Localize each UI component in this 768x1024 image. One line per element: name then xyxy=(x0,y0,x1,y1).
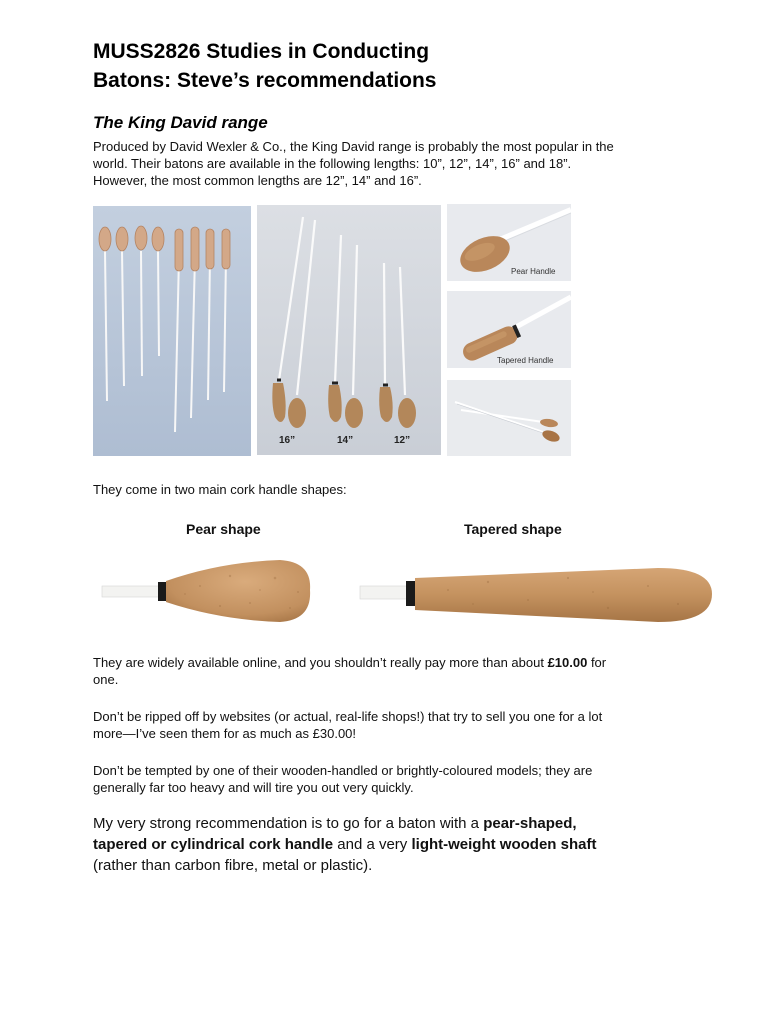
length-label-16: 16” xyxy=(279,435,296,446)
tapered-shape-label: Tapered shape xyxy=(464,521,562,537)
recommendation-highlight: light-weight wooden shaft xyxy=(411,836,597,853)
recommendation-line xyxy=(93,813,653,834)
recommendation-text: My very strong recommendation is to go for a baton with a xyxy=(93,815,484,832)
photo-tapered-handle xyxy=(447,291,571,368)
recommendation-highlight: tapered or cylindrical cork handle xyxy=(93,836,334,853)
intro-paragraph xyxy=(93,138,673,189)
intro-line: world. Their batons are available in the following lengths: 10”, 12”, 14”, 16” and 18”. xyxy=(93,156,572,171)
recommendation-highlight: pear-shaped, xyxy=(483,815,577,832)
price-highlight: £10.00 xyxy=(547,655,588,670)
page-title-line1: MUSS2826 Studies in Conducting xyxy=(93,40,430,63)
recommendation-line xyxy=(93,834,653,855)
pear-handle-caption: Pear Handle xyxy=(511,267,556,276)
tapered-handle-caption: Tapered Handle xyxy=(497,356,554,365)
section-heading: The King David range xyxy=(93,113,268,132)
temptation-warning-paragraph xyxy=(93,762,673,796)
length-label-14: 14” xyxy=(337,435,354,446)
pear-shape-label: Pear shape xyxy=(186,521,261,537)
photo-pear-handle xyxy=(447,204,571,281)
recommendation-paragraph xyxy=(93,813,653,876)
availability-paragraph xyxy=(93,654,673,688)
availability-line xyxy=(93,654,673,671)
temptation-line: Don’t be tempted by one of their wooden-handled or brightly-coloured models; they are xyxy=(93,763,593,778)
availability-text-end: for xyxy=(587,655,607,670)
recommendation-text: and a very xyxy=(333,836,412,853)
length-label-12: 12” xyxy=(394,435,411,446)
recommendation-line: (rather than carbon fibre, metal or plastic). xyxy=(93,857,373,874)
ripoff-line: more—I’ve seen them for as much as £30.00! xyxy=(93,726,357,741)
photo-two-batons xyxy=(447,380,571,456)
ripoff-warning-paragraph xyxy=(93,708,673,742)
illustration-pear-shape xyxy=(100,548,320,630)
availability-line: one. xyxy=(93,672,119,687)
page-title-line2: Batons: Steve’s recommendations xyxy=(93,69,437,92)
shapes-intro: They come in two main cork handle shapes: xyxy=(93,482,347,497)
illustration-tapered-shape xyxy=(358,560,714,630)
intro-line: However, the most common lengths are 12”, 14” and 16”. xyxy=(93,173,422,188)
intro-line: Produced by David Wexler & Co., the King David range is probably the most popular in the xyxy=(93,139,614,154)
ripoff-line: Don’t be ripped off by websites (or actual, real-life shops!) that try to sell you one for a lot xyxy=(93,709,603,724)
temptation-line: generally far too heavy and will tire you out very quickly. xyxy=(93,780,414,795)
photo-batons-lengths xyxy=(257,205,441,455)
photo-batons-wooden-handles xyxy=(93,206,251,456)
availability-text: They are widely available online, and you shouldn’t really pay more than about xyxy=(93,655,548,670)
